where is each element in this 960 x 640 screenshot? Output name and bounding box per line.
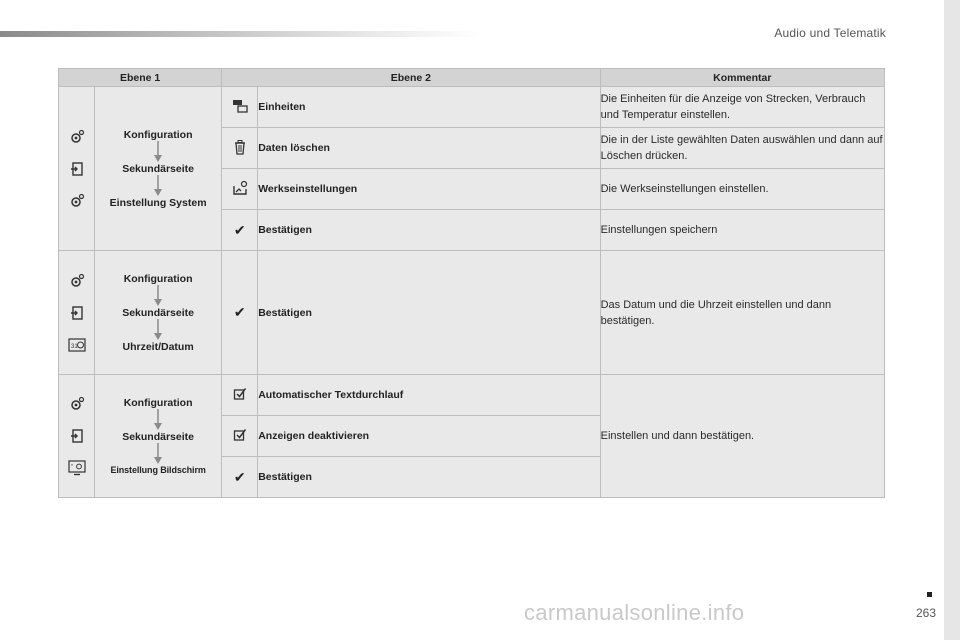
factory-reset-icon (232, 187, 248, 199)
checkbox-icon (233, 433, 247, 445)
level2-label: Einheiten (258, 87, 600, 128)
down-arrow-icon (151, 409, 165, 431)
units-icon (232, 104, 248, 116)
level1-step: Sekundärseite (122, 431, 194, 443)
down-arrow-icon (151, 443, 165, 465)
checkmark-icon: ✔ (233, 468, 246, 485)
level1-icon-column (59, 375, 95, 498)
level2-label: Automatischer Textdurchlauf (258, 375, 600, 416)
page-marker (927, 592, 932, 597)
level2-icon-cell (222, 457, 258, 498)
level1-icon-column (59, 87, 95, 251)
level1-step: Einstellung Bildschirm (110, 465, 206, 475)
table-row (59, 375, 885, 416)
header-level1: Ebene 1 (59, 69, 222, 87)
svg-text:*: * (70, 464, 73, 470)
level2-icon-cell (222, 375, 258, 416)
header-gradient-bar (0, 31, 480, 37)
level1-step: Einstellung System (109, 196, 207, 209)
level1-step: Konfiguration (123, 128, 193, 141)
level2-icon-cell (222, 169, 258, 210)
level2-label: Bestätigen (258, 251, 600, 375)
screen-settings-icon (68, 459, 86, 477)
table-header-row (59, 69, 885, 87)
settings-gear-icon (68, 395, 86, 413)
checkmark-icon: ✔ (233, 304, 246, 320)
page-edge-strip (944, 0, 960, 640)
svg-text:31: 31 (70, 343, 78, 350)
secondary-page-icon (68, 304, 86, 322)
level2-icon-cell (222, 416, 258, 457)
watermark: carmanualsonline.info (524, 600, 745, 625)
header-level2: Ebene 2 (222, 69, 600, 87)
level1-step: Sekundärseite (122, 162, 194, 175)
checkbox-icon (233, 392, 247, 404)
settings-gear-icon (68, 128, 86, 146)
page-number: 263 (915, 606, 936, 620)
section-title: Audio und Telematik (774, 26, 886, 40)
level2-icon-cell (222, 87, 258, 128)
level1-path (95, 375, 222, 498)
table-row (59, 251, 885, 375)
comment-cell: Einstellungen speichern (600, 210, 884, 251)
level2-label: Bestätigen (258, 210, 600, 251)
level2-label: Daten löschen (258, 128, 600, 169)
level1-step: Uhrzeit/Datum (122, 340, 194, 353)
level1-step: Konfiguration (123, 272, 193, 285)
comment-cell: Das Datum und die Uhrzeit einstellen und dann bestätigen. (600, 251, 884, 375)
level1-step: Konfiguration (123, 397, 193, 409)
settings-table (58, 68, 885, 498)
down-arrow-icon (151, 175, 165, 197)
down-arrow-icon (151, 319, 165, 341)
down-arrow-icon (151, 285, 165, 307)
level2-icon-cell (222, 210, 258, 251)
clock-calendar-icon (68, 336, 86, 354)
comment-cell: Die Werkseinstellungen einstellen. (600, 169, 884, 210)
level1-path (95, 251, 222, 375)
level2-label: Werkseinstellungen (258, 169, 600, 210)
level1-step: Sekundärseite (122, 306, 194, 319)
level2-icon-cell (222, 251, 258, 375)
level2-icon-cell (222, 128, 258, 169)
level2-label: Anzeigen deaktivieren (258, 416, 600, 457)
table-row (59, 87, 885, 128)
comment-cell: Die in der Liste gewählten Daten auswählen und dann auf Löschen drücken. (600, 128, 884, 169)
system-gear-icon (68, 192, 86, 210)
secondary-page-icon (68, 160, 86, 178)
down-arrow-icon (151, 141, 165, 163)
secondary-page-icon (68, 427, 86, 445)
level2-label: Bestätigen (258, 457, 600, 498)
level1-path (95, 87, 222, 251)
checkmark-icon: ✔ (233, 221, 246, 238)
comment-cell: Die Einheiten für die Anzeige von Strecken, Verbrauch und Temperatur einstellen. (600, 87, 884, 128)
trash-icon (232, 146, 248, 158)
comment-cell: Einstellen und dann bestätigen. (600, 375, 884, 498)
header-comment: Kommentar (600, 69, 884, 87)
level1-icon-column (59, 251, 95, 375)
settings-gear-icon (68, 272, 86, 290)
